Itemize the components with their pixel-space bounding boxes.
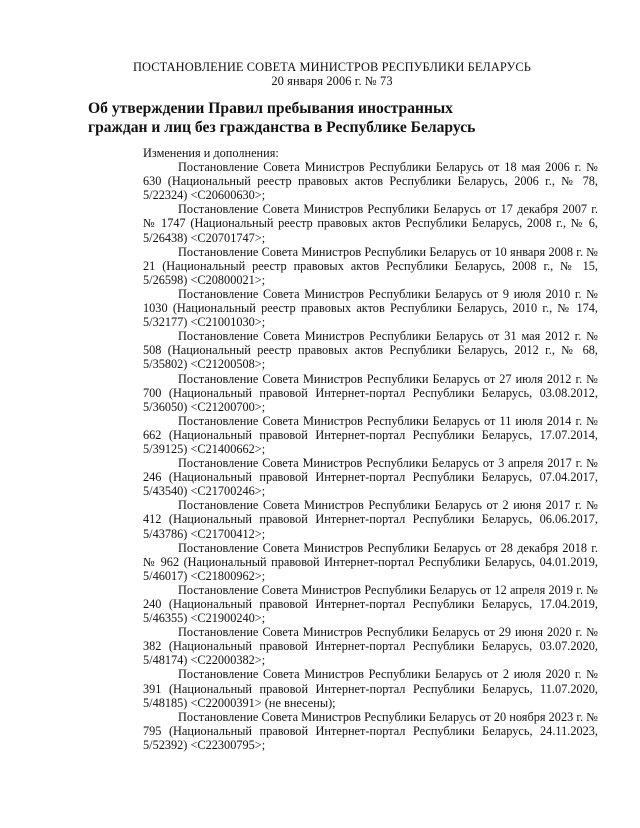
date-number: 20 января 2006 г. № 73 [271,74,393,88]
title-line-2: граждан и лиц без гражданства в Республике Беларусь [88,119,476,136]
issuer-heading: ПОСТАНОВЛЕНИЕ СОВЕТА МИНИСТРОВ РЕСПУБЛИКИ БЕЛАРУСЬ [132,60,532,74]
amendment-item: Постановление Совета Министров Республики Беларусь от 11 июля 2014 г. № 662 (Национальный правовой Интернет-портал Республики Беларусь, 17.07.2014, 5/39125) <C21400662>; [143,413,598,456]
amendment-item: Постановление Совета Министров Республики Беларусь от 10 января 2008 г. № 21 (Национальный реестр правовых актов Республики Беларусь, 2008 г., № 15, 5/26598) <C20800021>; [143,244,598,287]
amendment-item: Постановление Совета Министров Республики Беларусь от 18 мая 2006 г. № 630 (Национальный реестр правовых актов Республики Беларусь, 2006 г., № 78, 5/22324) <C20600630>; [143,160,598,203]
amendment-item: Постановление Совета Министров Республики Беларусь от 2 июля 2020 г. № 391 (Национальный правовой Интернет-портал Республики Беларусь, 11.07.2020, 5/48185) <C22000391> (не внесены); [143,667,598,710]
amendment-item: Постановление Совета Министров Республики Беларусь от 27 июля 2012 г. № 700 (Национальный правовой Интернет-портал Республики Беларусь, 03.08.2012, 5/36050) <C21200700>; [143,371,598,414]
document-title [88,99,508,137]
amendment-item: Постановление Совета Министров Республики Беларусь от 3 апреля 2017 г. № 246 (Национальный правовой Интернет-портал Республики Беларусь, 07.04.2017, 5/43540) <C21700246>; [143,456,598,499]
amendment-item: Постановление Совета Министров Республики Беларусь от 29 июня 2020 г. № 382 (Национальный правовой Интернет-портал Республики Беларусь, 03.07.2020, 5/48174) <C22000382>; [143,625,598,668]
document-header [0,60,640,88]
amendment-item: Постановление Совета Министров Республики Беларусь от 2 июня 2017 г. № 412 (Национальный правовой Интернет-портал Республики Беларусь, 06.06.2017, 5/43786) <C21700412>; [143,498,598,541]
changes-section [143,146,598,752]
amendment-item: Постановление Совета Министров Республики Беларусь от 9 июля 2010 г. № 1030 (Национальный реестр правовых актов Республики Беларусь, 2010 г., № 174, 5/32177) <C21001030>; [143,286,598,330]
amendment-item: Постановление Совета Министров Республики Беларусь от 12 апреля 2019 г. № 240 (Национальный правовой Интернет-портал Республики Беларусь, 17.04.2019, 5/46355) <C21900240>; [143,582,598,626]
amendment-item: Постановление Совета Министров Республики Беларусь от 28 декабря 2018 г. № 962 (Национальный правовой Интернет-портал Республики Беларусь, 04.01.2019, 5/46017) <C21800962>; [143,540,598,583]
amendment-item: Постановление Совета Министров Республики Беларусь от 31 мая 2012 г. № 508 (Национальный реестр правовых актов Республики Беларусь, 2012 г., № 68, 5/35802) <C21200508>; [143,329,598,372]
changes-label: Изменения и дополнения: [143,146,279,160]
amendment-item: Постановление Совета Министров Республики Беларусь от 17 декабря 2007 г. № 1747 (Национальный реестр правовых актов Республики Беларусь, 2008 г., № 6, 5/26438) <C20701747>; [143,202,598,245]
title-line-1: Об утверждении Правил пребывания иностранных [88,100,453,117]
amendment-item: Постановление Совета Министров Республики Беларусь от 20 ноября 2023 г. № 795 (Национальный правовой Интернет-портал Республики Беларусь, 24.11.2023, 5/52392) <C22300795>; [143,709,598,752]
